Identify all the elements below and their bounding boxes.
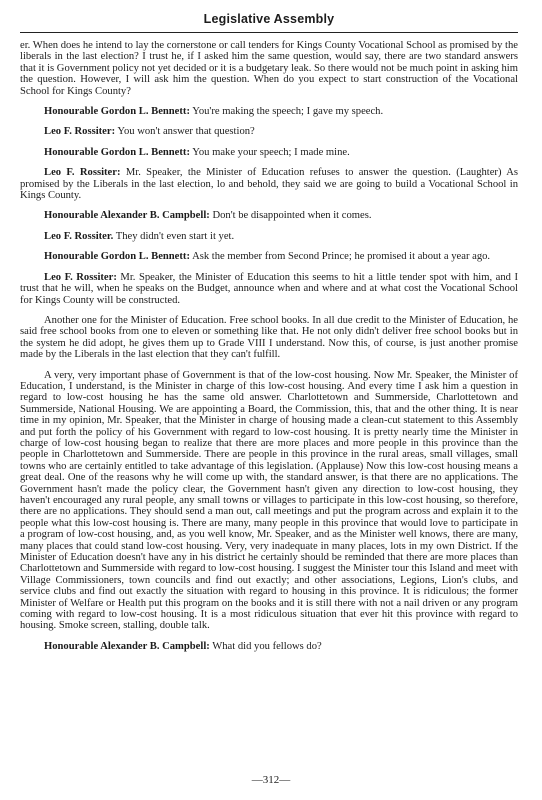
paragraph-text: er. When does he intend to lay the cornerstone or call tenders for Kings County Vocational School as promised by the liberals in the last election? I trust he, if I asked him the same question, would say, there are two standard answers that it is Government policy not yet decided or it is a budgetary leak. So there would not be much point in asking him the question. However, I will ask him the question. When do you expect to start construction of the Vocational School for Kings County? [20, 40, 518, 97]
paragraph-text: A very, very important phase of Government is that of the low-cost housing. Now Mr. Speaker, the Minister of Education, I understand, is the Minister in charge of this low-cost housing. And every time I ask him a question in regard to low-cost housing he has the same old answer. Charlottetown and Summerside, Charlottetown and Summerside, National Housing. We are appointing a Board, the Commission, this, that and the other thing. It is near time in my opinion, Mr. Speaker, that the Minister in charge of housing made a clean-cut statement to this Assembly and put forth the policy of his Government with regard to low-cost housing. It is pretty nearly time the Minister in charge of low-cost housing began to realize that there are more places and more people in this province than the people in Charlottetown and Summerside. There are people in this province in the rural areas, small villages, small towns who are certainly entitled to take advantage of this legislation. (Applause) Now this low-cost housing means a great deal. One of the reasons why he will come up with, the standard answer, is that there are no applications. The Government hasn't made the policy clear, the Government hasn't given any direction to low-cost housing, they haven't encouraged any rural people, any small towns or villages to participate in this low-cost housing, so therefore, there are no applications. They should send a man out, call meetings and put the program across and explain it to the people what this low-cost housing is. There are many, many people in this province that would love to participate in a program of low-cost housing, and, as you well know, Mr. Speaker, and as the Minister well knows, there are many, many places that could stand low-cost housing. Very, very inadequate in many places, lots in my own District. If the Minister of Education doesn't have any in his district he certainly should be reminded that there are more places than Charlottetown and Summerside with regard to low-cost housing. I suggest the Minister tour this Island and meet with Village Commissioners, town councils and find out exactly; and other associations, Legions, Lion's clubs, and service clubs and find out exactly the situation with regard to housing in this province. It is ridiculous; the former Minister of Welfare or Health put this program on the books and it is still there with not a nail driven or any program coming with regard to low-cost housing. It is a most ridiculous situation that ever hit this province with regard to housing. Smoke screen, stalling, double talk. [20, 369, 518, 632]
page-header [20, 6, 518, 33]
paragraph-text: You won't answer that question? [117, 126, 255, 138]
paragraph [20, 126, 518, 137]
paragraph [20, 231, 518, 242]
paragraph-text: Don't be disappointed when it comes. [212, 210, 372, 222]
paragraph [20, 147, 518, 158]
paragraph [20, 315, 518, 361]
hansard-body [20, 40, 518, 661]
paragraph-text: Another one for the Minister of Education. Free school books. In all due credit to the Minister of Education, he said free school books from one to eleven or something like that. He not only didn't deliver free school books but in the system he did adopt, he gives them up to Grade VIII I understand. Now this, of course, is just another promise made by the Liberals in the last election that they can't fulfill. [20, 314, 518, 361]
speaker-name: Honourable Gordon L. Bennett: [44, 146, 190, 158]
paragraph [20, 370, 518, 632]
paragraph-text: Ask the member from Second Prince; he promised it about a year ago. [192, 251, 491, 263]
paragraph [20, 106, 518, 117]
paragraph [20, 167, 518, 201]
paragraph-text: They didn't even start it yet. [115, 230, 235, 242]
paragraph [20, 272, 518, 306]
paragraph-text: You're making the speech; I gave my speech. [192, 106, 384, 118]
paragraph-text: Mr. Speaker, the Minister of Education refuses to answer the question. (Laughter) As promised by the Liberals in the last election, lo and behold, they said we are going to build a Vocational School in Kings County. [20, 167, 519, 202]
speaker-name: Leo F. Rossiter: [44, 167, 121, 179]
paragraph [20, 641, 518, 652]
page-title: Legislative Assembly [203, 12, 335, 26]
paragraph [20, 40, 518, 97]
page-number: —312— [251, 774, 291, 786]
paragraph-text: What did you fellows do? [212, 640, 322, 652]
paragraph [20, 251, 518, 262]
speaker-name: Honourable Gordon L. Bennett: [44, 251, 190, 263]
paragraph [20, 210, 518, 221]
speaker-name: Honourable Gordon L. Bennett: [44, 106, 190, 118]
paragraph-text: You make your speech; I made mine. [192, 146, 350, 158]
speaker-name: Honourable Alexander B. Campbell: [44, 640, 210, 652]
speaker-name: Honourable Alexander B. Campbell: [44, 210, 210, 222]
speaker-name: Leo F. Rossiter: [44, 271, 117, 283]
speaker-name: Leo F. Rossiter. [44, 230, 114, 242]
speaker-name: Leo F. Rossiter: [44, 126, 116, 138]
paragraph-text: Mr. Speaker, the Minister of Education this seems to hit a little tender spot with him, and I trust that he will, when he speaks on the Budget, announce when and where and at what cost the Vocational School for Kings County will be constructed. [20, 271, 518, 306]
